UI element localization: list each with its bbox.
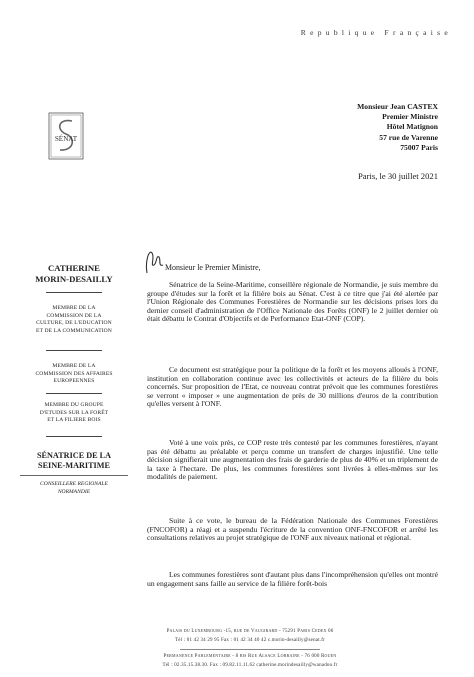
sidebar-text-line: CONSEILLERE REGIONALE: [40, 481, 108, 487]
recipient-street: 57 rue de Varenne: [379, 132, 438, 142]
paragraph-text: Sénatrice de la Seine-Maritime, conseillère régionale de Normandie, je suis membre du groupe d'études sur la forêt et la filière bois au Sénat. C'est à ce titre que j'ai été alertée par l'Union Régionale des Communes Forestières de Normandie sur les décisions prises lors du dernier conseil d'administration de l'Office Nationale des Forêts (ONF) le 2 juillet dernier où était débattu le Contrat d'Objectifs et de Performance Etat-ONF (COP).: [147, 280, 438, 324]
sidebar-conseillere: [14, 481, 134, 496]
sidebar-text-line: EUROPEENNES: [53, 378, 95, 385]
letter-paragraph-2: [147, 366, 438, 409]
senat-logo: [48, 112, 84, 160]
sidebar-text-line: CULTURE, DE L'EDUCATION: [36, 320, 112, 327]
letter-date: Paris, le 30 juillet 2021: [358, 171, 438, 181]
letter-paragraph-3: [147, 439, 438, 482]
sidebar-commission-culture: [14, 305, 134, 336]
footer-line: Palais du Luxembourg -15, rue de Vaugirard - 75291 Paris Cedex 06: [166, 629, 334, 634]
sidebar-separator: [20, 475, 128, 476]
sidebar-groupe-foret: [14, 402, 134, 425]
sidebar-separator: [46, 292, 102, 293]
letter-paragraph-5: [147, 571, 438, 588]
sidebar-text-line: ET DE LA COMMUNICATION: [36, 328, 112, 335]
handwritten-signature-mark: [143, 245, 165, 277]
sidebar-separator: [46, 436, 102, 437]
sidebar-separator: [46, 350, 102, 351]
sidebar-text-line: MEMBRE DE LA: [52, 305, 96, 311]
recipient-city: 75007 Paris: [400, 142, 438, 152]
sidebar-text-line: SÉNATRICE DE LA: [36, 451, 111, 460]
footer-line: Tél : 02.35.15.38.30. Fax : 09.82.11.11.62 catherine.morindesailly@wanadoo.fr: [162, 662, 338, 668]
recipient-address: [300, 102, 438, 153]
sidebar-text-line: MEMBRE DE LA: [52, 363, 96, 369]
sidebar-text-line: SEINE-MARITIME: [38, 461, 110, 470]
sidebar-text-line: COMMISSION DES AFFAIRES: [35, 370, 113, 377]
sidebar-commission-europe: [14, 363, 134, 386]
senat-logo-label: SÉNAT: [54, 135, 78, 143]
recipient-title: Premier Ministre: [382, 112, 438, 122]
republique-francaise-header: Republique Française: [300, 28, 452, 37]
recipient-building: Hôtel Matignon: [386, 122, 438, 132]
sidebar-text-line: D'ETUDES SUR LA FORÊT: [39, 409, 109, 416]
paragraph-text: Les communes forestières sont d'autant plus dans l'incompréhension qu'elles ont montré un engagement sans faille au service de la filière forêt-bois: [147, 570, 438, 588]
paragraph-text: Voté à une voix près, ce COP reste très contesté par les communes forestières, n'ayant pas été débattu au préalable et perçu comme un transfert de charges injustifié. Une telle décision signifierait une augmentation des frais de garderie de plus de 40% et un triplement de la taxe à l'hectare. De plus, les communes forestières sont livrées à elles-mêmes sur les modalités de paiement.: [147, 438, 438, 482]
footer-separator: [180, 649, 320, 650]
footer-line: Tél : 01 42 34 29 95 Fax : 01 42 34 40 42 c.morin-desailly@senat.fr: [175, 637, 325, 643]
letter-paragraph-4: [147, 517, 438, 543]
paragraph-text: Suite à ce vote, le bureau de la Fédération Nationale des Communes Forestières (FNCOFOR) a réagi et a suspendu l'écriture de la convention ONF-FNCOFOR et arrêté les consultations relatives au projet stratégique de l'ONF aux niveaux national et régional.: [147, 516, 438, 543]
footer-line: Permanence Parlementaire - 8 bis Rue Alsace Lorraine - 76 000 Rouen: [163, 654, 337, 659]
sender-last-name: MORIN-DESAILLY: [35, 274, 113, 284]
sender-name: [14, 263, 134, 285]
sidebar-senatrice: [14, 451, 134, 471]
sidebar-text-line: COMMISSION DE LA: [46, 312, 102, 319]
sidebar-text-line: MEMBRE DU GROUPE: [44, 402, 104, 408]
footer-permanence-address: [90, 653, 410, 670]
sender-first-name: CATHERINE: [48, 263, 100, 273]
letter-paragraph-1: [147, 281, 438, 324]
recipient-name: Monsieur Jean CASTEX: [357, 102, 438, 111]
sidebar-text-line: ET LA FILIERE BOIS: [47, 417, 101, 424]
paragraph-text: Ce document est stratégique pour la politique de la forêt et les moyens alloués à l'ONF, institution en collaboration continue avec les collectivités et acteurs de la filière du bois concernés. Sur proposition de l'Etat, ce nouveau contrat prévoit que les communes forestières se verront « imposer » une augmentation de près de 30 millions d'euros de la contribution qu'elles versent à l'ONF.: [147, 365, 438, 409]
footer-senat-address: [90, 628, 410, 645]
sidebar-separator: [46, 393, 102, 394]
salutation: Monsieur le Premier Ministre,: [165, 263, 261, 272]
sidebar-text-line: NORMANDIE: [57, 488, 91, 495]
